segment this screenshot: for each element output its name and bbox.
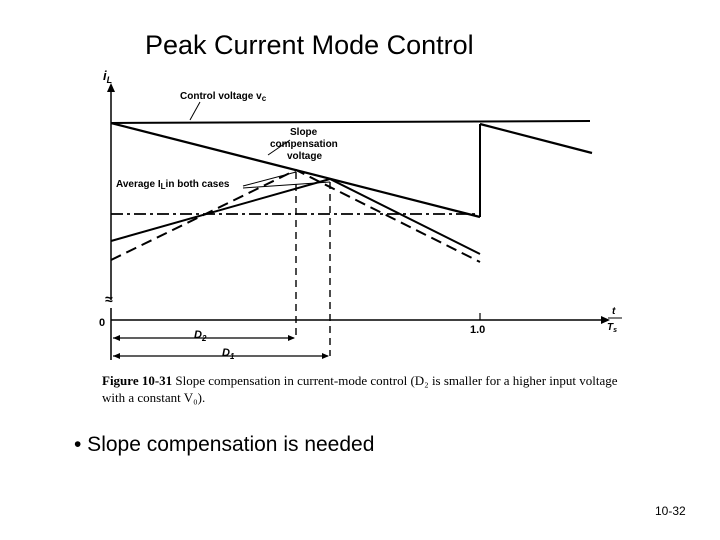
y-axis-label: $i_L$ <box>103 68 113 85</box>
zero-label: 0 <box>99 317 106 329</box>
one-label: 1.0 <box>470 324 486 336</box>
tilde-mark: ≈ <box>105 291 113 307</box>
d1-left-arrow-icon <box>113 353 120 359</box>
t-numerator: t <box>612 306 616 317</box>
control-voltage-leader <box>190 102 200 120</box>
control-voltage-label: Control voltage $v_c$ <box>180 91 267 103</box>
slope-comp-label-2: compensation <box>270 139 338 150</box>
figure-caption-text: Slope compensation in current-mode control (D₂ is smaller for a higher input voltage with a constant V₀). <box>102 373 618 405</box>
average-label: Average $I_Lin$ both cases <box>116 179 230 191</box>
figure-caption-label: Figure 10-31 <box>102 373 173 388</box>
slope-comp-label-3: voltage <box>287 151 323 162</box>
t-denominator: $T_s$ <box>607 322 618 334</box>
figure-caption <box>102 372 622 406</box>
bullet-point: • Slope compensation is needed <box>74 433 375 456</box>
d2-right-arrow-icon <box>288 335 295 341</box>
d2-label: $D_2$ <box>194 329 207 343</box>
d2-left-arrow-icon <box>113 335 120 341</box>
slide-title: Peak Current Mode Control <box>145 30 474 60</box>
d1-label: $D_1$ <box>222 347 235 361</box>
slope-comp-label-1: Slope <box>290 127 318 138</box>
page-number: 10-32 <box>655 504 686 518</box>
control-voltage-line <box>111 121 590 123</box>
d1-right-arrow-icon <box>322 353 329 359</box>
slope-compensation-line-next <box>480 124 592 153</box>
